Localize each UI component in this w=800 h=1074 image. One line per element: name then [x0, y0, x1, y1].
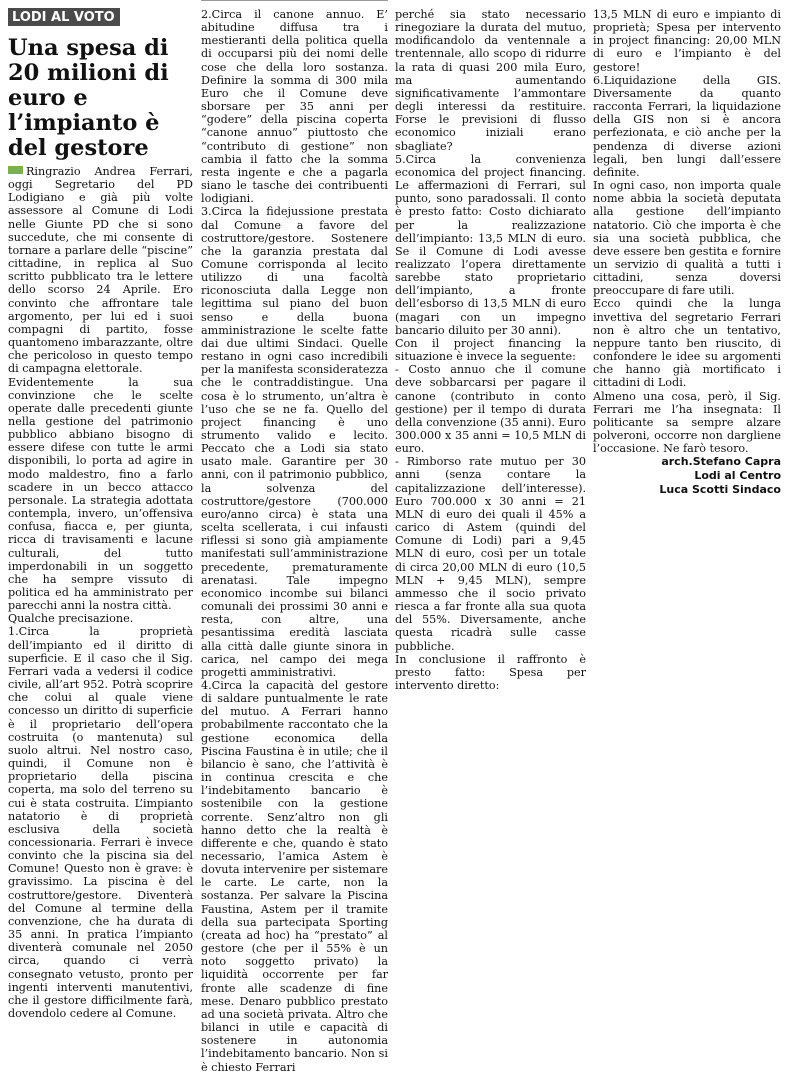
signature-block — [593, 455, 781, 497]
paragraph: Evidentemente la sua convinzione che le scelte operate dalle precedenti giunte nella gestione del patrimonio pubblico abbiano bisogno di essere difese con tutte le armi disponibili, lo porta ad agire in modo maldestro, fino a farlo scadere in un becco attacco personale. La strategia adottata contempla, invero, un’offensiva confusa, fiacca e, per giunta, ricca di travisamenti e lacune culturali, del tutto imperdonabili in un soggetto che ha sempre vissuto di politica ed ha amministrato per parecchi anni la nostra città. — [8, 375, 193, 613]
paragraph: 6.Liquidazione della GIS. Diversamente da quanto racconta Ferrari, la liquidazione della GIS non si è ancora perfezionata, e ciò anche per la pendenza di diverse azioni legali, ben lungi dall’essere definite. — [593, 73, 781, 179]
column-3 — [395, 8, 586, 692]
section-kicker: LODI AL VOTO — [8, 8, 120, 26]
green-marker-icon — [8, 166, 23, 174]
paragraph: Ringrazio Andrea Ferrari, oggi Segretario del PD Lodigiano e già più volte assessore al Comune di Lodi nelle Giunte PD che si sono succedute, che mi consente di tornare a parlare delle “piscine” cittadine, in replica al Suo scritto pubblicato tra le lettere dello scorso 24 Aprile. Ero convinto che affrontare tale argomento, per lui ed i suoi compagni di partito, fosse quantomeno imbarazzante, oltre che pericoloso in questo tempo di campagna elettorale. — [8, 165, 193, 376]
paragraph: - Rimborso rate mutuo per 30 anni (senza contare la capitalizzazione dell’interesse). Euro 700.000 x 30 anni = 21 MLN di euro dei quali il 45% a carico di Astem (quindi del Comune di Lodi) pari a 9,45 MLN di euro, così per un totale di circa 20,00 MLN di euro (10,5 MLN + 9,45 MLN), sempre ammesso che il socio privato riesca a far fronte alla sua quota del 55%. Diversamente, anche questa ricadrà sulle casse pubbliche. — [395, 455, 586, 653]
paragraph: Con il project financing la situazione è invece la seguente: — [395, 336, 586, 364]
paragraph: In conclusione il raffronto è presto fatto: Spesa per intervento diretto: — [395, 652, 586, 692]
paragraph: 4.Circa la capacità del gestore di saldare puntualmente le rate del mutuo. A Ferrari hanno probabilmente raccontato che la gestione economica della Piscina Faustina è in utile; che il bilancio è sano, che l’attività è in continua crescita e che l’indebitamento bancario è sostenibile con la gestione corrente. Senz’altro non gli hanno detto che la realtà è differente e che, quando è stato necessario, l’amica Astem è dovuta intervenire per sistemare le carte. Le carte, non la sostanza. Per salvare la Piscina Faustina, Astem per il tramite della sua partecipata Sporting (creata ad hoc) ha “prestato” al gestore (che per il 55% è un noto soggetto privato) la liquidità occorrente per far fronte alle scadenze di fine mese. Denaro pubblico prestato ad una società privata. Altro che bilanci in utile e capacità di sostenere in autonomia l’indebitamento bancario. Non si è chiesto Ferrari — [201, 678, 388, 1074]
paragraph: - Costo annuo che il comune deve sobbarcarsi per pagare il canone (contributo in conto gestione) per il tempo di durata della convenzione (35 anni). Euro 300.000 x 35 anni = 10,5 MLN di euro. — [395, 363, 586, 456]
column-2 — [201, 8, 388, 1074]
paragraph: 5.Circa la convenienza economica del project financing. Le affermazioni di Ferrari, sul punto, sono paradossali. Il conto è presto fatto: Costo dichiarato per la realizzazione dell’impianto: 13,5 MLN di euro. Se il Comune di Lodi avesse realizzato l’opera direttamente sarebbe stato proprietario dell’impianto, a fronte dell’esborso di 13,5 MLN di euro (magari con un impegno bancario diluito per 30 anni). — [395, 152, 586, 337]
paragraph: perché sia stato necessario rinegoziare la durata del mutuo, modificandolo da ventennale a trentennale, allo scopo di ridurre la rata di quasi 200 mila Euro, ma aumentando significativamente l’ammontare degli interessi da restituire. Forse le previsioni di flusso economico iniziali erano sbagliate? — [395, 8, 586, 153]
paragraph: 2.Circa il canone annuo. E’ abitudine diffusa tra i mestieranti della politica quella di occuparsi più dei nomi delle cose che della loro sostanza. Definire la somma di 300 mila Euro che il Comune deve sborsare per 35 anni per “godere” della piscina coperta “canone annuo” piuttosto che “contributo di gestione” non cambia il fatto che la somma resta ingente e che a pagarla siano le tasche dei contribuenti lodigiani. — [201, 8, 388, 206]
paragraph: 1.Circa la proprietà dell’impianto ed il diritto di superficie. E il caso che il Sig. Ferrari vada a vedersi il codice civile, all’art 952. Potrà scoprire che colui al quale viene concesso un diritto di superficie è il proprietario dell’opera costruita (o mantenuta) sul suolo altrui. Nel nostro caso, quindi, il Comune non è proprietario della piscina coperta, ma solo del terreno su cui è stata costruita. L’impianto natatorio è di proprietà esclusiva della società concessionaria. Ferrari è invece convinto che la piscina sia del Comune! Questo non è grave: è gravissimo. La piscina è del costruttore/gestore. Diventerà del Comune al termine della convenzione, che ha durata di 35 anni. In pratica l’impianto diventerà comunale nel 2050 circa, quando ci verrà consegnato vetusto, pronto per ingenti interventi manutentivi, che il gestore difficilmente farà, dovendolo cedere al Comune. — [8, 625, 193, 1020]
paragraph: In ogni caso, non importa quale nome abbia la società deputata alla gestione dell’impianto natatorio. Ciò che importa è che sia una società pubblica, che deve essere ben gestita e fornire un servizio di qualità a tutti i cittadini, senza doversi preoccupare di fare utili. — [593, 179, 781, 298]
paragraph: 3.Circa la fidejussione prestata dal Comune a favore del costruttore/gestore. Sostenere che la garanzia prestata dal Comune corrisponda al lecito utilizzo di una facoltà riconosciuta dalla Legge non legittima sul piano del buon senso e della buona amministrazione le scelte fatte dai due ultimi Sindaci. Quelle restano in ogni caso incredibili per la manifesta sconsideratezza che le contraddistingue. Una cosa è lo strumento, un’altra è l’uso che se ne fa. Quello del project financing è uno strumento valido e lecito. Peccato che a Lodi sia stato usato male. Garantire per 30 anni, con il patrimonio pubblico, la solvenza del costruttore/gestore (700.000 euro/anno circa) è stata una scelta scellerata, i cui infausti riflessi si sono già ampiamente manifestati sull’amministrazione precedente, prematuramente arenatasi. Tale impegno economico incombe sui bilanci comunali dei prossimi 30 anni e resta, con altre, una pesantissima eredità lasciata alla città dalle giunte sinora in carica, nel campo dei mega progetti amministrativi. — [201, 205, 388, 679]
paragraph: 13,5 MLN di euro e impianto di proprietà; Spesa per intervento in project financing: 20,00 MLN di euro e l’impianto è del gestore! — [593, 8, 781, 74]
column-1 — [8, 8, 193, 1020]
column-4 — [593, 8, 781, 497]
signature-author: arch.Stefano Capra — [661, 455, 781, 469]
headline: Una spesa di 20 milioni di euro e l’impianto è del gestore — [8, 35, 169, 161]
signature-party: Lodi al Centro — [694, 469, 781, 483]
signature-candidate: Luca Scotti Sindaco — [659, 483, 781, 497]
top-rule — [201, 0, 388, 3]
paragraph: Ecco quindi che la lunga invettiva del segretario Ferrari non è altro che un tentativo, neppure tanto ben riuscito, di confondere le idee su argomenti che hanno già mortificato i cittadini di Lodi. — [593, 297, 781, 390]
paragraph: Almeno una cosa, però, il Sig. Ferrari me l’ha insegnata: Il politicante sa sempre alzare polveroni, occorre non dargliene l’occasione. Ne farò tesoro. — [593, 389, 781, 456]
paragraph: Qualche precisazione. — [8, 612, 134, 626]
